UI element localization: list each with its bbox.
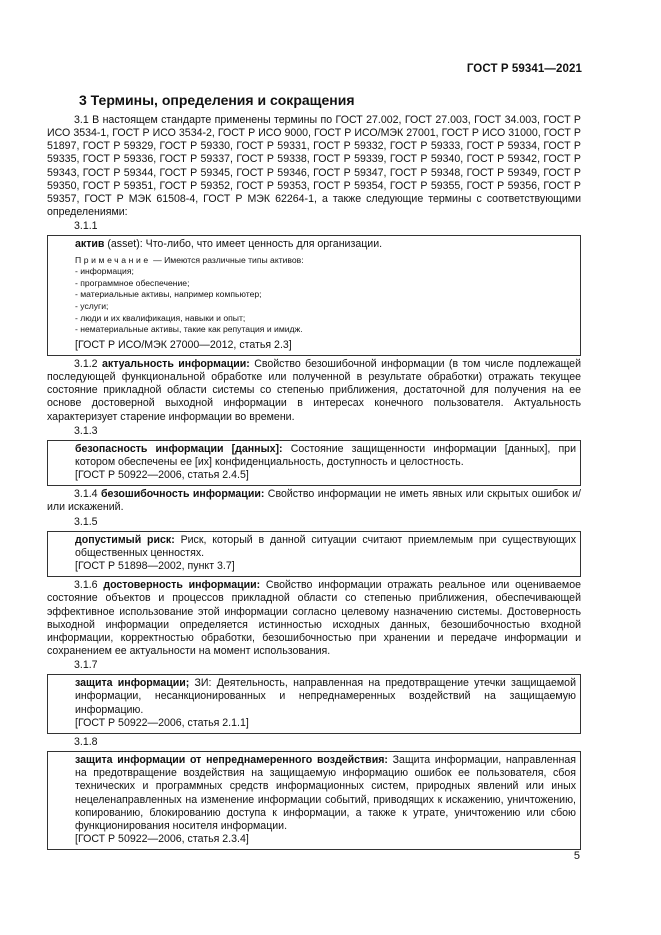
term-name: актуальность информации: xyxy=(102,357,250,370)
term-box-3-1-1 xyxy=(47,235,581,355)
term-definition xyxy=(75,677,576,716)
intro-paragraph: 3.1 В настоящем стандарте применены термины по ГОСТ 27.002, ГОСТ 27.003, ГОСТ 34.003, ГОСТ Р ИСО 3534-1, ГОСТ Р ИСО 3534-2, ГОСТ Р ИСО 9000, ГОСТ Р ИСО/МЭК 27001, ГОСТ Р ИСО 31000, ГОСТ Р 51897, ГОСТ Р 59329, ГОСТ Р 59330, ГОСТ Р 59331, ГОСТ Р 59332, ГОСТ Р 59333, ГОСТ Р 59334, ГОСТ Р 59335, ГОСТ Р 59336, ГОСТ Р 59337, ГОСТ Р 59338, ГОСТ Р 59339, ГОСТ Р 59340, ГОСТ Р 59342, ГОСТ Р 59343, ГОСТ Р 59344, ГОСТ Р 59345, ГОСТ Р 59346, ГОСТ Р 59347, ГОСТ Р 59348, ГОСТ Р 59349, ГОСТ Р 59350, ГОСТ Р 59351, ГОСТ Р 59352, ГОСТ Р 59353, ГОСТ Р 59354, ГОСТ Р 59355, ГОСТ Р 59356, ГОСТ Р 59357, ГОСТ Р МЭК 61508-4, ГОСТ Р МЭК 62264-1, а также следующие термины с соответствующими определениями: xyxy=(47,114,581,219)
note-list-item: - люди и их квалификация, навыки и опыт; xyxy=(75,312,246,323)
term-number-3-1-8: 3.1.8 xyxy=(74,735,98,748)
term-paragraph-3-1-4 xyxy=(47,488,581,514)
term-source: [ГОСТ Р 50922—2006, статья 2.1.1] xyxy=(75,716,249,729)
term-name: защита информации; xyxy=(75,677,190,690)
term-text: Свойство информации отражать реальное или оцениваемое состояние объектов и процессов прикладной области со степенью приближения, обеспечивающей эффективное использование этой информации согласно целевому назначению системы. Достоверность выходной информации определяется истинностью исходных данных, безошибочностью входной информации, корректностью обработки, безошибочностью при хранении и передаче информации и сохранением ее актуальности на момент использования. xyxy=(47,579,581,657)
term-number-3-1-7: 3.1.7 xyxy=(74,659,98,672)
note-text: — Имеются различные типы активов: xyxy=(150,254,304,265)
term-box-3-1-5 xyxy=(47,531,581,577)
section-title: 3 Термины, определения и сокращения xyxy=(79,92,355,108)
document-id-header: ГОСТ Р 59341—2021 xyxy=(466,63,582,75)
term-source: [ГОСТ Р 50922—2006, статья 2.4.5] xyxy=(75,469,249,482)
note-heading xyxy=(75,255,576,267)
term-definition xyxy=(75,238,576,251)
term-text: Защита информации, направленная на предотвращение воздействия на защищаемую информацию ошибок ее пользователя, сбоя технических и программных средств информационных систем, природных явлений или иных нецеленаправленных на изменение информации событий, приводящих к искажению, уничтожению, копированию, блокированию доступа к информации, а также к утрате, уничтожению или сбою функционирования носителя информации. xyxy=(75,754,576,832)
term-number-3-1-1: 3.1.1 xyxy=(74,220,98,233)
term-paragraph-3-1-6 xyxy=(47,579,581,658)
term-name: допустимый риск: xyxy=(75,533,175,546)
term-source: [ГОСТ Р ИСО/МЭК 27000—2012, статья 2.3] xyxy=(75,338,292,351)
term-name: защита информации от непреднамеренного воздействия: xyxy=(75,754,388,767)
term-text: ЗИ: Деятельность, направленная на предотвращение утечки защищаемой информации, несанкционированных и непреднамеренных воздействий на защищаемую информацию. xyxy=(75,677,576,716)
section-body xyxy=(47,114,581,852)
term-number: 3.1.6 xyxy=(74,579,104,592)
term-text: Риск, который в данной ситуации считают приемлемым при существующих общественных ценностях. xyxy=(75,533,576,559)
note-list-item: - программное обеспечение; xyxy=(75,277,190,288)
term-note xyxy=(75,255,576,336)
term-name: безошибочность информации: xyxy=(100,488,265,501)
note-list-item: - материальные активы, например компьютер; xyxy=(75,289,262,300)
term-number: 3.1.4 xyxy=(74,488,101,501)
note-list-item: - услуги; xyxy=(75,300,109,311)
page-number: 5 xyxy=(573,850,580,862)
term-box-3-1-3 xyxy=(47,440,581,486)
term-name: достоверность информации: xyxy=(103,579,261,592)
term-definition xyxy=(75,534,576,560)
term-name: безопасность информации [данных]: xyxy=(75,442,283,455)
term-definition xyxy=(75,754,576,833)
note-label: Примечание xyxy=(75,254,151,265)
term-number-3-1-3: 3.1.3 xyxy=(74,424,98,437)
note-list-item: - информация; xyxy=(75,266,134,277)
note-list-item: - нематериальные активы, такие как репутация и имидж. xyxy=(75,324,303,335)
term-text: (asset): Что-либо, что имеет ценность для организации. xyxy=(104,238,383,251)
term-name: актив xyxy=(75,238,105,251)
term-text: Свойство информации не иметь явных или скрытых ошибок и/или искажений. xyxy=(47,488,581,514)
term-source: [ГОСТ Р 51898—2002, пункт 3.7] xyxy=(75,560,235,573)
term-box-3-1-8 xyxy=(47,751,581,850)
term-text: Состояние защищенности информации [данных], при котором обеспечены ее [их] конфиденциальность, доступность и целостность. xyxy=(75,442,576,468)
term-text: Свойство безошибочной информации (в том числе подлежащей последующей функциональной обработке или полученной в результате обработки) отражать текущее состояние прикладной области системы со степенью приближения, достаточной для получения на ее основе достоверной выходной информации в интересах конечного пользователя. Актуальность характеризует старение информации во времени. xyxy=(47,357,581,423)
term-number-3-1-5: 3.1.5 xyxy=(74,515,98,528)
term-number: 3.1.2 xyxy=(74,357,102,370)
term-paragraph-3-1-2 xyxy=(47,358,581,424)
term-source: [ГОСТ Р 50922—2006, статья 2.3.4] xyxy=(75,833,249,846)
term-box-3-1-7 xyxy=(47,674,581,734)
term-definition xyxy=(75,443,576,469)
